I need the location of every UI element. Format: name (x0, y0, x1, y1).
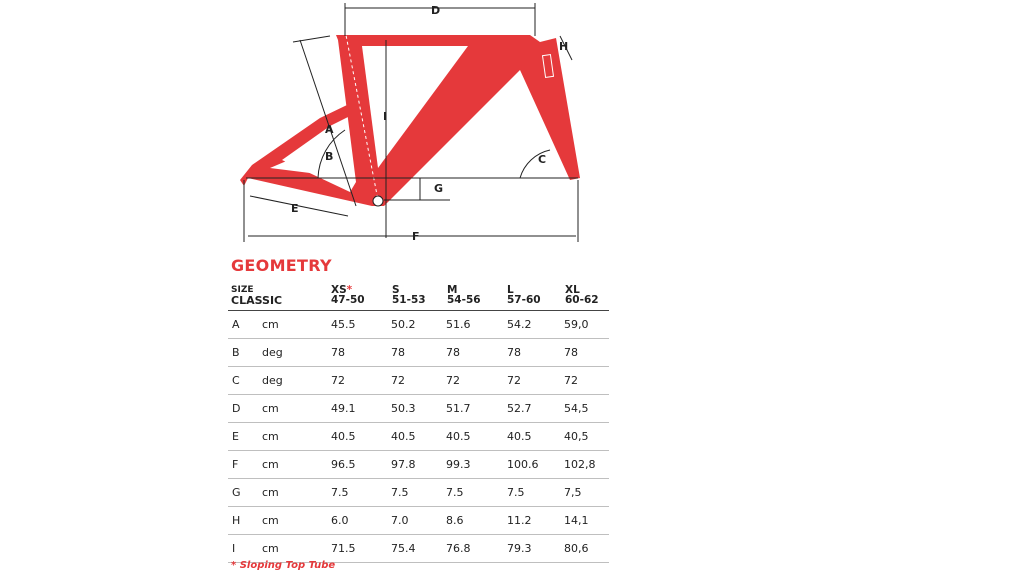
table-row: H cm 6.0 7.0 8.6 11.2 14,1 (228, 507, 609, 535)
size-col-xs: XS* 47-50 (331, 284, 365, 306)
table-row: F cm 96.5 97.8 99.3 100.6 102,8 (228, 451, 609, 479)
table-row: B deg 78 78 78 78 78 (228, 339, 609, 367)
table-row: G cm 7.5 7.5 7.5 7.5 7,5 (228, 479, 609, 507)
frame-geometry-diagram (0, 0, 1026, 250)
table-row: E cm 40.5 40.5 40.5 40.5 40,5 (228, 423, 609, 451)
table-row: A cm 45.5 50.2 51.6 54.2 59,0 (228, 311, 609, 339)
label-B: B (325, 150, 334, 163)
label-E: E (291, 202, 299, 215)
table-row: C deg 72 72 72 72 72 (228, 367, 609, 395)
geometry-table (228, 311, 609, 563)
size-col-xl: XL 60-62 (565, 284, 599, 306)
size-col-m: M 54-56 (447, 284, 481, 306)
bottom-bracket (373, 196, 383, 206)
label-I: I (383, 110, 388, 123)
size-col-l: L 57-60 (507, 284, 541, 306)
size-header-label: SIZE (231, 285, 254, 295)
footnote: * Sloping Top Tube (231, 560, 336, 571)
classic-header-label: CLASSIC (231, 294, 283, 307)
table-row: I cm 71.5 75.4 76.8 79.3 80,6 (228, 535, 609, 563)
label-C: C (538, 153, 547, 166)
size-col-s: S 51-53 (392, 284, 426, 306)
table-row: D cm 49.1 50.3 51.7 52.7 54,5 (228, 395, 609, 423)
label-F: F (412, 230, 420, 243)
label-G: G (434, 182, 444, 195)
page-title: GEOMETRY (231, 256, 332, 275)
label-H: H (559, 40, 569, 53)
label-D: D (431, 4, 441, 17)
label-A: A (325, 123, 334, 136)
